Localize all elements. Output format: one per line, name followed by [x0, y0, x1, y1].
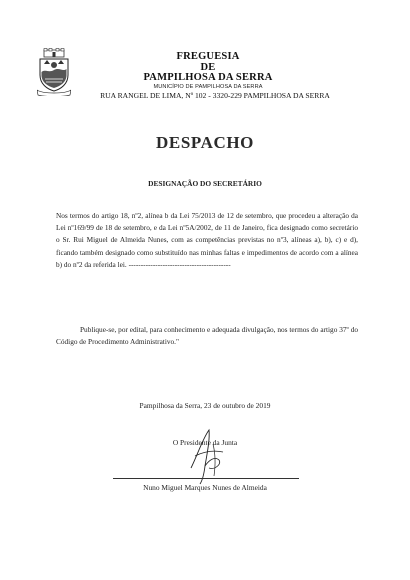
- signatory-name: Nuno Miguel Marques Nunes de Almeida: [143, 483, 267, 492]
- coat-of-arms-icon: [37, 48, 71, 96]
- body-paragraph-publication: Publique-se, por edital, para conhecimento e adequada divulgação, nos termos do artigo 37º do Código de Procedimento Administrativo.": [56, 325, 358, 347]
- document-title: DESPACHO: [156, 133, 254, 152]
- header-parish-name: PAMPILHOSA DA SERRA: [143, 72, 273, 83]
- header-municipality: MUNICÍPIO DE PAMPILHOSA DA SERRA: [153, 84, 263, 90]
- signature-line: [113, 478, 299, 479]
- header-preposition: DE: [200, 62, 216, 73]
- document-subtitle: DESIGNAÇÃO DO SECRETÁRIO: [148, 179, 262, 188]
- body-paragraph-designation: Nos termos do artigo 18, nº2, alínea b da Lei 75/2013 de 12 de setembro, que procedeu a alteração da Lei nº169/99 de 18 de setembro, e da Lei nº5A/2002, de 11 de Janeiro, fica designado como secretário o Sr. Rui Miguel de Almeida Nunes, com as competências previstas no nº3, alíneas a), b), c) e d), ficando também designado como substituído nas minhas faltas e impedimentos de acordo com a alínea b) do nº2 da referida lei. ------------------------------------------: [56, 211, 358, 269]
- place-and-date: Pampilhosa da Serra, 23 de outubro de 2019: [139, 401, 271, 410]
- handwritten-signature: [185, 426, 230, 486]
- header-address: RUA RANGEL DE LIMA, Nº 102 - 3320-229 PAMPILHOSA DA SERRA: [100, 91, 330, 100]
- header-parish-label: FREGUESIA: [176, 51, 240, 62]
- signatory-role: O Presidente da Junta: [172, 438, 238, 447]
